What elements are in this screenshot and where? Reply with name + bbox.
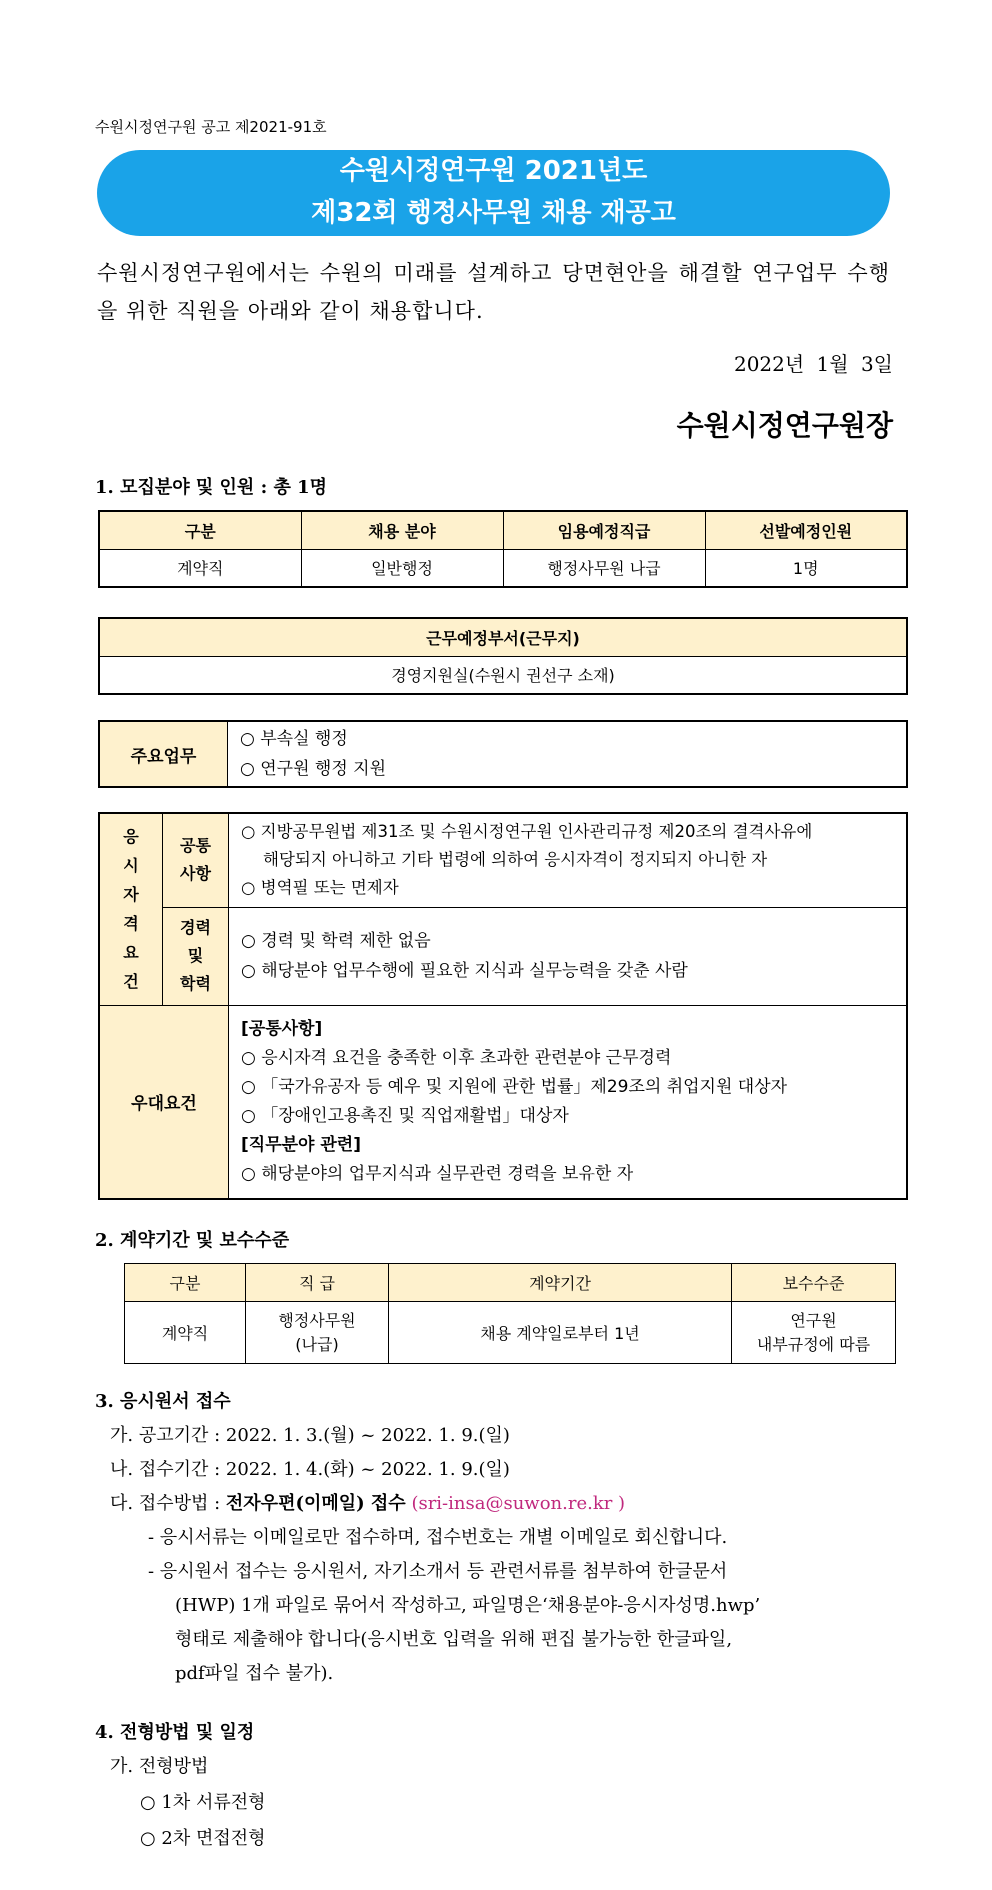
selection-step: ○ 1차 서류전형 [140, 1792, 266, 1813]
method-bold: 전자우편(이메일) 접수 [225, 1493, 406, 1514]
label-line: 경력 [180, 918, 211, 937]
section-4-title: 4. 전형방법 및 일정 [95, 1722, 255, 1743]
bullet-2: - 응시원서 접수는 응시원서, 자기소개서 등 관련서류를 첨부하여 한글문서 [148, 1561, 728, 1582]
notice-date: 2022년 1월 3일 [733, 352, 893, 376]
header-cell: 보수수준 [732, 1264, 896, 1302]
label-line: 사항 [180, 864, 211, 884]
duty-item: ○ 연구원 행정 지원 [240, 759, 386, 779]
duties-content [228, 721, 908, 787]
qualification-label [99, 813, 163, 1005]
bullet-2-cont: 형태로 제출해야 합니다(응시번호 입력을 위해 편집 불가능한 한글파일, [175, 1629, 733, 1650]
preference-item: ○ 「장애인고용촉진 및 직업재활법」대상자 [241, 1105, 569, 1126]
bullet-1: - 응시서류는 이메일로만 접수하며, 접수번호는 개별 이메일로 회신합니다. [148, 1527, 728, 1548]
label-line: 및 [187, 946, 204, 965]
label-char: 요 [123, 943, 139, 963]
title-banner [97, 150, 890, 236]
preference-content [229, 1005, 908, 1199]
section-2-title: 2. 계약기간 및 보수수준 [95, 1230, 290, 1251]
selection-step: ○ 2차 면접전형 [140, 1828, 266, 1849]
recruit-table [98, 510, 908, 588]
career-content [229, 907, 908, 1005]
header-cell: 직 급 [246, 1264, 389, 1302]
notice-number: 수원시정연구원 공고 제2021-91호 [95, 118, 327, 136]
intro-paragraph: 수원시정연구원에서는 수원의 미래를 설계하고 당면현안을 해결할 연구업무 수행을 위한 직원을 아래와 같이 채용합니다. [97, 261, 890, 323]
table-cell [246, 1302, 389, 1364]
method-prefix: 다. 접수방법 : [110, 1493, 226, 1514]
banner-line-1: 수원시정연구원 2021년도 [339, 156, 648, 186]
qualification-item: ○ 경력 및 학력 제한 없음 [241, 931, 431, 951]
header-cell: 구분 [99, 511, 301, 549]
label-char: 응 [123, 827, 139, 847]
table-cell: 계약직 [125, 1302, 246, 1364]
recruit-table-row [99, 549, 907, 587]
bullet-2-cont: (HWP) 1개 파일로 묶어서 작성하고, 파일명은‘채용분야-응시자성명.hwp’ [175, 1595, 761, 1616]
contract-table [124, 1263, 896, 1364]
banner-line-2: 제32회 행정사무원 채용 재공고 [311, 198, 676, 228]
section-1-title: 1. 모집분야 및 인원 : 총 1명 [95, 477, 328, 498]
qualification-table [98, 812, 908, 1200]
table-cell: 일반행정 [301, 549, 503, 587]
header-cell: 채용 분야 [301, 511, 503, 549]
common-content [229, 813, 908, 907]
section-3-title: 3. 응시원서 접수 [95, 1391, 231, 1412]
qualification-item: ○ 병역필 또는 면제자 [241, 878, 399, 898]
cell-line: 내부규정에 따름 [756, 1334, 871, 1354]
table-cell: 행정사무원 나급 [503, 549, 705, 587]
department-value: 경영지원실(수원시 권선구 소재) [99, 656, 907, 694]
preference-item: ○ 해당분야의 업무지식과 실무관련 경력을 보유한 자 [241, 1163, 634, 1184]
department-table [98, 617, 908, 695]
email-address[interactable]: (sri-insa@suwon.re.kr ) [411, 1493, 626, 1514]
label-char: 격 [123, 914, 139, 934]
preference-item: ○ 응시자격 요건을 충족한 이후 초과한 관련분야 근무경력 [241, 1047, 672, 1068]
receipt-period: 나. 접수기간 : 2022. 1. 4.(화) ~ 2022. 1. 9.(일) [110, 1459, 510, 1480]
table-cell: 1명 [705, 549, 907, 587]
header-cell: 구분 [125, 1264, 246, 1302]
preference-heading: [직무분야 관련] [241, 1134, 361, 1155]
duties-table [98, 720, 908, 788]
table-cell: 계약직 [99, 549, 301, 587]
qualification-item: ○ 해당분야 업무수행에 필요한 지식과 실무능력을 갖춘 사람 [241, 961, 688, 981]
table-cell: 채용 계약일로부터 1년 [389, 1302, 732, 1364]
career-label [163, 907, 229, 1005]
recruit-table-header [99, 511, 907, 549]
notice-period: 가. 공고기간 : 2022. 1. 3.(월) ~ 2022. 1. 9.(일) [110, 1425, 510, 1446]
department-header: 근무예정부서(근무지) [99, 618, 907, 656]
header-cell: 계약기간 [389, 1264, 732, 1302]
cell-line: 연구원 [790, 1310, 837, 1330]
label-line: 학력 [180, 974, 211, 993]
duty-item: ○ 부속실 행정 [240, 729, 348, 749]
bullet-2-cont: pdf파일 접수 불가). [175, 1663, 334, 1684]
preference-item: ○ 「국가유공자 등 예우 및 지원에 관한 법률」제29조의 취업지원 대상자 [241, 1076, 788, 1097]
common-label [163, 813, 229, 907]
label-char: 건 [123, 972, 139, 992]
table-cell [732, 1302, 896, 1364]
cell-line: 행정사무원 [278, 1310, 356, 1330]
cell-line: (나급) [295, 1334, 339, 1354]
preference-heading: [공통사항] [241, 1018, 323, 1039]
signer: 수원시정연구원장 [676, 409, 893, 442]
receipt-method [110, 1489, 625, 1515]
header-cell: 임용예정직급 [503, 511, 705, 549]
label-char: 시 [123, 856, 139, 876]
preference-label: 우대요건 [99, 1005, 229, 1199]
duties-label: 주요업무 [99, 721, 228, 787]
selection-method: 가. 전형방법 [110, 1756, 209, 1777]
qualification-item: ○ 지방공무원법 제31조 및 수원시정연구원 인사관리규정 제20조의 결격사유에 [241, 822, 813, 842]
label-line: 공통 [180, 836, 211, 856]
qualification-item: 해당되지 아니하고 기타 법령에 의하여 응시자격이 정지되지 아니한 자 [263, 850, 768, 870]
label-char: 자 [123, 885, 139, 905]
header-cell: 선발예정인원 [705, 511, 907, 549]
